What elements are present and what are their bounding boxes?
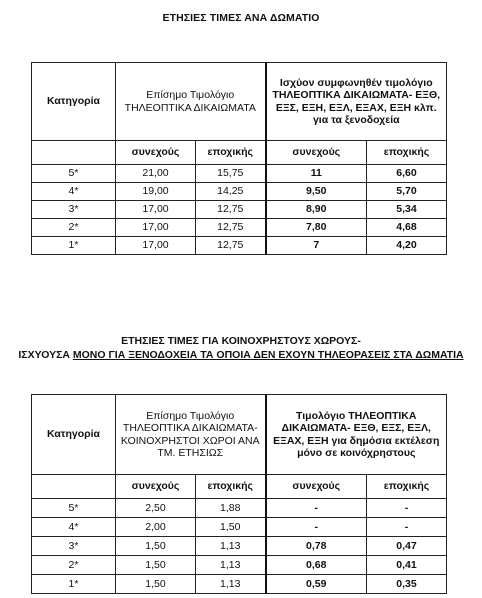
section2-title — [0, 334, 482, 362]
agreed-continuous-cell: 0,78 — [266, 537, 367, 556]
continuous-header: συνεχούς — [266, 141, 367, 165]
official-seasonal-cell: 1,88 — [196, 499, 266, 518]
table-row — [32, 518, 447, 537]
official-seasonal-cell: 14,25 — [196, 183, 266, 201]
category-cell: 5* — [32, 499, 116, 518]
category-cell: 1* — [32, 237, 116, 255]
agreed-continuous-cell: 8,90 — [266, 201, 367, 219]
agreed-seasonal-cell: 0,47 — [367, 537, 447, 556]
agreed-seasonal-cell: 0,41 — [367, 556, 447, 575]
empty-cell — [32, 141, 116, 165]
continuous-header: συνεχούς — [116, 475, 196, 499]
agreed-seasonal-cell: 5,70 — [367, 183, 447, 201]
official-seasonal-cell: 1,13 — [196, 575, 266, 594]
table-row — [32, 201, 447, 219]
agreed-continuous-cell: 7,80 — [266, 219, 367, 237]
official-continuous-cell: 1,50 — [116, 556, 196, 575]
agreed-seasonal-cell: - — [367, 499, 447, 518]
agreed-continuous-cell: 11 — [266, 165, 367, 183]
official-seasonal-cell: 1,13 — [196, 556, 266, 575]
table-row — [32, 556, 447, 575]
empty-cell — [32, 475, 116, 499]
official-continuous-cell: 21,00 — [116, 165, 196, 183]
agreed-continuous-cell: 0,68 — [266, 556, 367, 575]
agreed-tariff-header: Ισχύον συμφωνηθέν τιμολόγιο ΤΗΛΕΟΠΤΙΚΑ ΔΙΚΑΙΩΜΑΤΑ- ΕΞΘ, ΕΞΣ, ΕΞΗ, ΕΞΛ, ΕΞΑΧ, ΕΞΗ κλπ. για τα ξενοδοχεία — [266, 63, 447, 141]
official-tariff-header: Επίσημο Τιμολόγιο ΤΗΛΕΟΠΤΙΚΑ ΔΙΚΑΙΩΜΑΤΑ- ΚΟΙΝΟΧΡΗΣΤΟΙ ΧΩΡΟΙ ΑΝΑ ΤΜ. ΕΤΗΣΙΩΣ — [116, 395, 266, 475]
category-cell: 3* — [32, 537, 116, 556]
continuous-header: συνεχούς — [266, 475, 367, 499]
section2-title-line2 — [0, 348, 482, 362]
seasonal-header: εποχικής — [367, 475, 447, 499]
official-continuous-cell: 17,00 — [116, 201, 196, 219]
agreed-continuous-cell: 9,50 — [266, 183, 367, 201]
category-header: Κατηγορία — [32, 395, 116, 475]
official-tariff-header: Επίσημο Τιμολόγιο ΤΗΛΕΟΠΤΙΚΑ ΔΙΚΑΙΩΜΑΤΑ — [116, 63, 266, 141]
official-seasonal-cell: 12,75 — [196, 219, 266, 237]
agreed-seasonal-cell: - — [367, 518, 447, 537]
table-row — [32, 219, 447, 237]
agreed-seasonal-cell: 4,68 — [367, 219, 447, 237]
agreed-seasonal-cell: 4,20 — [367, 237, 447, 255]
seasonal-header: εποχικής — [196, 475, 266, 499]
agreed-continuous-cell: 7 — [266, 237, 367, 255]
official-continuous-cell: 19,00 — [116, 183, 196, 201]
category-header: Κατηγορία — [32, 63, 116, 141]
continuous-header: συνεχούς — [116, 141, 196, 165]
official-continuous-cell: 17,00 — [116, 219, 196, 237]
table-row — [32, 237, 447, 255]
category-cell: 4* — [32, 183, 116, 201]
official-seasonal-cell: 1,50 — [196, 518, 266, 537]
official-seasonal-cell: 12,75 — [196, 237, 266, 255]
seasonal-header: εποχικής — [196, 141, 266, 165]
official-continuous-cell: 1,50 — [116, 575, 196, 594]
common-areas-rates-table — [31, 394, 447, 594]
category-cell: 3* — [32, 201, 116, 219]
category-cell: 2* — [32, 219, 116, 237]
category-cell: 1* — [32, 575, 116, 594]
agreed-continuous-cell: 0,59 — [266, 575, 367, 594]
category-cell: 2* — [32, 556, 116, 575]
official-continuous-cell: 17,00 — [116, 237, 196, 255]
table-row — [32, 499, 447, 518]
table-row — [32, 165, 447, 183]
agreed-continuous-cell: - — [266, 499, 367, 518]
official-seasonal-cell: 12,75 — [196, 201, 266, 219]
seasonal-header: εποχικής — [367, 141, 447, 165]
table-row — [32, 537, 447, 556]
category-cell: 5* — [32, 165, 116, 183]
section1-title: ΕΤΗΣΙΕΣ ΤΙΜΕΣ ΑΝΑ ΔΩΜΑΤΙΟ — [162, 12, 320, 24]
agreed-seasonal-cell: 5,34 — [367, 201, 447, 219]
room-rates-table — [31, 62, 447, 255]
agreed-tariff-header: Τιμολόγιο ΤΗΛΕΟΠΤΙΚΑ ΔΙΚΑΙΩΜΑΤΑ- ΕΞΘ, ΕΞΣ, ΕΞΛ, ΕΞΑΧ, ΕΞΗ για δημόσια εκτέλεση μόνο σε κοινόχρηστους — [266, 395, 447, 475]
official-continuous-cell: 2,50 — [116, 499, 196, 518]
official-seasonal-cell: 1,13 — [196, 537, 266, 556]
agreed-seasonal-cell: 0,35 — [367, 575, 447, 594]
table-row — [32, 183, 447, 201]
category-cell: 4* — [32, 518, 116, 537]
section2-title-underlined: ΜΟΝΟ ΓΙΑ ΞΕΝΟΔΟΧΕΙΑ ΤΑ ΟΠΟΙΑ ΔΕΝ ΕΧΟΥΝ ΤΗΛΕΟΡΑΣΕΙΣ ΣΤΑ ΔΩΜΑΤΙΑ — [72, 349, 464, 361]
agreed-seasonal-cell: 6,60 — [367, 165, 447, 183]
section2-title-line1: ΕΤΗΣΙΕΣ ΤΙΜΕΣ ΓΙΑ ΚΟΙΝΟΧΡΗΣΤΟΥΣ ΧΩΡΟΥΣ- — [121, 335, 361, 347]
table-row — [32, 575, 447, 594]
official-seasonal-cell: 15,75 — [196, 165, 266, 183]
section2-title-prefix: ΙΣΧΥΟΥΣΑ — [18, 349, 73, 361]
official-continuous-cell: 2,00 — [116, 518, 196, 537]
official-continuous-cell: 1,50 — [116, 537, 196, 556]
agreed-continuous-cell: - — [266, 518, 367, 537]
